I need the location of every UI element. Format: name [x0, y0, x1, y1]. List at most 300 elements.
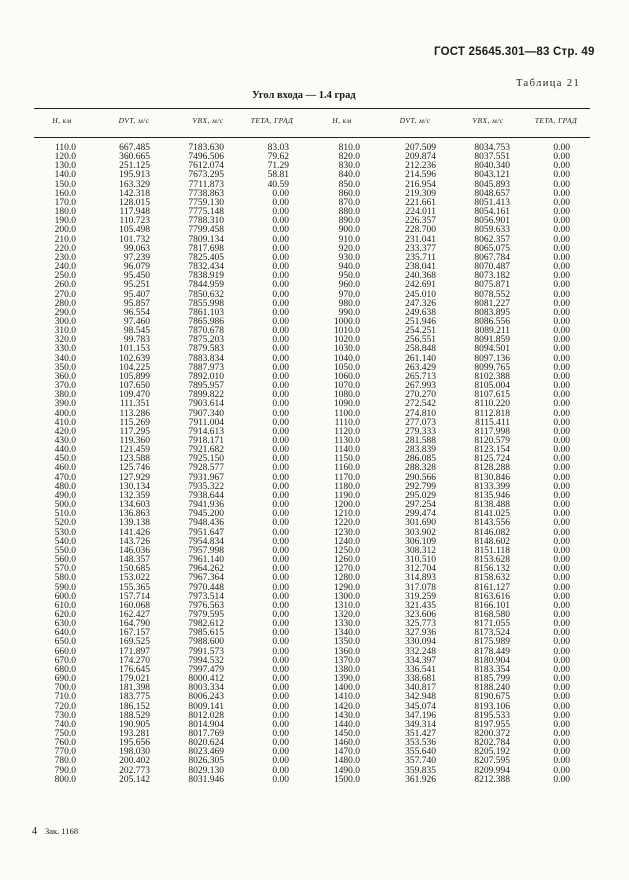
cell-teta: 0.00	[553, 573, 570, 584]
cell-vbx: 8059.633	[474, 225, 510, 236]
cell-h: 930.0	[338, 252, 360, 263]
cell-teta: 0.00	[272, 234, 289, 245]
cell-vbx: 7951.647	[188, 527, 224, 538]
cell-h: 1180.0	[334, 481, 360, 492]
cell-vbx: 8141.025	[474, 509, 510, 520]
cell-teta: 0.00	[272, 500, 289, 511]
cell-teta: 0.00	[553, 454, 570, 465]
cell-vbx: 7809.134	[188, 234, 224, 245]
cell-teta: 0.00	[272, 674, 289, 685]
cell-dvt: 349.314	[405, 719, 436, 730]
cell-dvt: 216.954	[405, 179, 436, 190]
column-h-right	[316, 144, 360, 785]
cell-vbx: 7832.434	[188, 262, 224, 273]
cell-teta: 0.00	[553, 655, 570, 666]
cell-vbx: 7887.973	[188, 362, 224, 373]
cell-h: 510.0	[54, 509, 76, 520]
cell-vbx: 8151.118	[474, 545, 510, 556]
cell-vbx: 8014.904	[188, 719, 224, 730]
cell-teta: 0.00	[553, 545, 570, 556]
order-number: Зак. 1168	[45, 826, 79, 836]
cell-dvt: 139.138	[119, 518, 150, 529]
cell-teta: 0.00	[272, 381, 289, 392]
cell-teta: 0.00	[272, 518, 289, 529]
cell-h: 990.0	[338, 307, 360, 318]
cell-vbx: 8200.372	[474, 729, 510, 739]
cell-h: 280.0	[54, 298, 76, 309]
cell-teta: 0.00	[272, 197, 289, 208]
cell-dvt: 117.295	[119, 426, 150, 437]
cell-vbx: 8099.765	[474, 362, 510, 373]
cell-dvt: 251.125	[119, 161, 150, 172]
cell-h: 1260.0	[333, 555, 360, 566]
cell-dvt: 95.857	[123, 298, 150, 309]
cell-vbx: 7918.171	[188, 436, 224, 446]
cell-vbx: 8178.449	[474, 646, 510, 657]
cell-dvt: 351.427	[405, 729, 436, 739]
cell-dvt: 327.936	[405, 628, 436, 639]
cell-teta: 0.00	[272, 609, 289, 620]
cell-vbx: 8048.657	[474, 188, 510, 199]
cell-dvt: 228.700	[405, 225, 436, 236]
cell-teta: 0.00	[272, 719, 289, 730]
column-dvt-right	[384, 144, 436, 785]
cell-dvt: 290.566	[405, 472, 436, 483]
cell-teta: 0.00	[553, 344, 570, 355]
cell-teta: 0.00	[553, 289, 570, 300]
cell-vbx: 8146.082	[474, 527, 510, 538]
cell-teta: 0.00	[553, 500, 570, 511]
cell-dvt: 281.588	[405, 436, 436, 446]
cell-teta: 0.00	[272, 729, 289, 739]
cell-vbx: 8156.132	[474, 564, 510, 575]
column-vbx-left	[170, 144, 224, 785]
cell-teta: 0.00	[553, 143, 570, 153]
cell-teta: 0.00	[553, 729, 570, 739]
cell-dvt: 219.309	[405, 188, 436, 199]
cell-h: 730.0	[54, 710, 76, 721]
cell-dvt: 301.690	[405, 518, 436, 529]
cell-vbx: 7788.310	[188, 216, 224, 227]
cell-vbx: 7945.200	[188, 509, 224, 520]
cell-teta: 0.00	[272, 701, 289, 712]
cell-teta: 0.00	[553, 335, 570, 346]
cell-h: 840.0	[338, 170, 360, 181]
cell-dvt: 272.542	[405, 399, 436, 410]
cell-dvt: 274.810	[405, 408, 436, 419]
cell-dvt: 251.946	[405, 316, 436, 327]
cell-vbx: 8130.846	[474, 472, 510, 483]
cell-vbx: 7979.595	[188, 609, 224, 620]
cell-h: 800.0	[54, 774, 76, 785]
cell-vbx: 8166.101	[474, 600, 510, 611]
cell-dvt: 355.640	[405, 747, 436, 758]
column-dvt-left	[100, 144, 150, 785]
cell-vbx: 8123.154	[474, 445, 510, 456]
cell-vbx: 7183.630	[188, 143, 224, 153]
cell-vbx: 7883.834	[188, 353, 224, 364]
cell-teta: 0.00	[553, 564, 570, 575]
cell-vbx: 7961.140	[188, 555, 224, 566]
cell-teta: 0.00	[272, 710, 289, 721]
col-head-teta-left: ТЕТА, ГРАД	[250, 116, 294, 125]
cell-teta: 0.00	[553, 307, 570, 318]
cell-dvt: 155.365	[119, 582, 150, 593]
cell-vbx: 7935.322	[188, 481, 224, 492]
cell-vbx: 7825.405	[188, 252, 224, 263]
cell-teta: 0.00	[272, 390, 289, 401]
cell-vbx: 8158.632	[474, 573, 510, 584]
cell-vbx: 7957.998	[188, 545, 224, 556]
cell-dvt: 179.021	[119, 674, 150, 685]
cell-h: 320.0	[54, 335, 76, 346]
cell-teta: 0.00	[272, 316, 289, 327]
cell-vbx: 8037.551	[474, 152, 510, 163]
cell-h: 1370.0	[333, 655, 360, 666]
cell-dvt: 270.270	[405, 390, 436, 401]
cell-vbx: 8020.624	[188, 738, 224, 749]
cell-h: 1490.0	[333, 765, 360, 776]
cell-h: 360.0	[54, 371, 76, 382]
cell-teta: 0.00	[553, 445, 570, 456]
cell-h: 290.0	[54, 307, 76, 318]
cell-dvt: 353.536	[405, 738, 436, 749]
col-head-teta-right: ТЕТА, ГРАД	[534, 116, 578, 125]
cell-teta: 83.03	[267, 143, 289, 153]
cell-h: 860.0	[338, 188, 360, 199]
cell-dvt: 283.839	[405, 445, 436, 456]
cell-h: 1290.0	[333, 582, 360, 593]
cell-vbx: 7879.583	[188, 344, 224, 355]
cell-h: 1050.0	[333, 362, 360, 373]
cell-dvt: 164.790	[119, 619, 150, 630]
cell-vbx: 7967.364	[188, 573, 224, 584]
cell-teta: 0.00	[553, 509, 570, 520]
cell-h: 1440.0	[333, 719, 360, 730]
cell-dvt: 132.359	[119, 490, 150, 501]
cell-teta: 0.00	[553, 683, 570, 694]
cell-h: 1210.0	[333, 509, 360, 520]
cell-vbx: 7895.957	[188, 381, 224, 392]
cell-h: 540.0	[54, 536, 76, 547]
cell-h: 820.0	[338, 152, 360, 163]
cell-vbx: 7861.103	[188, 307, 224, 318]
cell-dvt: 224.011	[405, 207, 436, 218]
cell-teta: 0.00	[553, 536, 570, 547]
cell-vbx: 8135.946	[474, 490, 510, 501]
cell-dvt: 109.470	[119, 390, 150, 401]
cell-h: 1000.0	[333, 316, 360, 327]
table-header-rule	[34, 137, 590, 138]
cell-teta: 0.00	[553, 463, 570, 474]
cell-vbx: 8062.357	[474, 234, 510, 245]
cell-h: 1380.0	[333, 664, 360, 675]
cell-dvt: 97.239	[123, 252, 150, 263]
cell-vbx: 8107.615	[474, 390, 510, 401]
cell-vbx: 8056.901	[474, 216, 510, 227]
cell-dvt: 303.902	[405, 527, 436, 538]
cell-dvt: 306.109	[405, 536, 436, 547]
cell-vbx: 8070.487	[474, 262, 510, 273]
cell-dvt: 357.740	[405, 756, 436, 767]
cell-teta: 0.00	[553, 207, 570, 218]
cell-teta: 0.00	[553, 619, 570, 630]
cell-teta: 0.00	[553, 225, 570, 236]
column-teta-right	[536, 144, 570, 785]
cell-h: 1090.0	[333, 399, 360, 410]
cell-teta: 0.00	[553, 738, 570, 749]
cell-vbx: 7892.010	[188, 371, 224, 382]
cell-vbx: 8207.595	[474, 756, 510, 767]
cell-dvt: 104.225	[119, 362, 150, 373]
cell-dvt: 169.525	[119, 637, 150, 648]
cell-h: 210.0	[54, 234, 76, 245]
cell-teta: 0.00	[272, 280, 289, 291]
cell-dvt: 360.665	[119, 152, 150, 163]
cell-dvt: 263.429	[405, 362, 436, 373]
cell-dvt: 202.773	[119, 765, 150, 776]
cell-vbx: 8110.220	[474, 399, 510, 410]
cell-dvt: 277.073	[405, 417, 436, 428]
cell-dvt: 110.723	[119, 216, 150, 227]
cell-teta: 0.00	[272, 646, 289, 657]
cell-teta: 0.00	[272, 252, 289, 263]
column-vbx-right	[454, 144, 510, 785]
col-head-h-right: H, км	[332, 116, 352, 125]
cell-h: 580.0	[54, 573, 76, 584]
cell-dvt: 136.863	[119, 509, 150, 520]
cell-vbx: 7855.998	[188, 298, 224, 309]
cell-dvt: 226.357	[405, 216, 436, 227]
cell-teta: 0.00	[553, 600, 570, 611]
cell-h: 190.0	[54, 216, 76, 227]
cell-teta: 58.81	[267, 170, 289, 181]
cell-vbx: 8034.753	[474, 143, 510, 153]
cell-h: 850.0	[338, 179, 360, 190]
cell-teta: 0.00	[272, 243, 289, 254]
column-teta-left	[255, 144, 289, 785]
cell-vbx: 7921.682	[188, 445, 224, 456]
cell-dvt: 171.897	[119, 646, 150, 657]
cell-h: 1310.0	[333, 600, 360, 611]
cell-teta: 0.00	[272, 591, 289, 602]
cell-dvt: 209.874	[405, 152, 436, 163]
table-top-rule	[34, 108, 590, 109]
cell-teta: 0.00	[272, 564, 289, 575]
cell-h: 350.0	[54, 362, 76, 373]
cell-dvt: 235.711	[405, 252, 436, 263]
cell-teta: 0.00	[272, 637, 289, 648]
cell-h: 410.0	[54, 417, 76, 428]
cell-teta: 0.00	[272, 692, 289, 703]
cell-teta: 0.00	[272, 774, 289, 785]
cell-vbx: 7838.919	[188, 271, 224, 282]
cell-h: 1030.0	[333, 344, 360, 355]
cell-teta: 0.00	[272, 756, 289, 767]
cell-teta: 0.00	[553, 170, 570, 181]
cell-teta: 0.00	[553, 436, 570, 446]
cell-h: 1270.0	[333, 564, 360, 575]
cell-h: 720.0	[54, 701, 76, 712]
cell-h: 870.0	[338, 197, 360, 208]
cell-h: 470.0	[54, 472, 76, 483]
cell-vbx: 8094.501	[474, 344, 510, 355]
cell-h: 830.0	[338, 161, 360, 172]
cell-dvt: 195.656	[119, 738, 150, 749]
cell-teta: 0.00	[553, 408, 570, 419]
cell-h: 750.0	[54, 729, 76, 739]
cell-vbx: 8012.028	[188, 710, 224, 721]
cell-teta: 0.00	[553, 747, 570, 758]
col-head-h-left: H, км	[52, 116, 72, 125]
cell-teta: 0.00	[553, 298, 570, 309]
cell-h: 460.0	[54, 463, 76, 474]
cell-teta: 0.00	[272, 628, 289, 639]
cell-teta: 0.00	[272, 262, 289, 273]
cell-dvt: 254.251	[405, 326, 436, 337]
cell-dvt: 134.603	[119, 500, 150, 511]
cell-dvt: 359.835	[405, 765, 436, 776]
cell-teta: 0.00	[553, 481, 570, 492]
cell-dvt: 249.638	[405, 307, 436, 318]
cell-teta: 0.00	[272, 326, 289, 337]
cell-vbx: 7991.573	[188, 646, 224, 657]
cell-h: 1450.0	[333, 729, 360, 739]
cell-dvt: 198.030	[119, 747, 150, 758]
cell-vbx: 8148.602	[474, 536, 510, 547]
table-label: Таблица 21	[516, 78, 581, 89]
cell-teta: 0.00	[553, 216, 570, 227]
cell-h: 650.0	[54, 637, 76, 648]
cell-dvt: 107.650	[119, 381, 150, 392]
cell-dvt: 286.085	[405, 454, 436, 465]
cell-dvt: 231.041	[405, 234, 436, 245]
col-head-dvt-right: DVT, м/с	[399, 116, 431, 125]
cell-teta: 0.00	[272, 188, 289, 199]
cell-dvt: 288.328	[405, 463, 436, 474]
cell-teta: 0.00	[272, 472, 289, 483]
cell-teta: 0.00	[272, 216, 289, 227]
cell-h: 120.0	[54, 152, 76, 163]
cell-vbx: 7865.986	[188, 316, 224, 327]
cell-h: 1340.0	[333, 628, 360, 639]
cell-vbx: 8117.998	[474, 426, 510, 437]
cell-vbx: 8183.354	[474, 664, 510, 675]
cell-h: 480.0	[54, 481, 76, 492]
cell-vbx: 7844.959	[188, 280, 224, 291]
cell-vbx: 8054.161	[474, 207, 510, 218]
cell-dvt: 212.236	[405, 161, 436, 172]
cell-teta: 0.00	[272, 271, 289, 282]
cell-dvt: 163.329	[119, 179, 150, 190]
cell-dvt: 188.529	[119, 710, 150, 721]
cell-dvt: 113.286	[119, 408, 150, 419]
cell-vbx: 7711.873	[188, 179, 224, 190]
cell-vbx: 8171.055	[474, 619, 510, 630]
cell-h: 970.0	[338, 289, 360, 300]
cell-teta: 0.00	[553, 353, 570, 364]
cell-h: 1220.0	[333, 518, 360, 529]
cell-h: 1390.0	[333, 674, 360, 685]
cell-vbx: 8138.488	[474, 500, 510, 511]
cell-vbx: 7907.340	[188, 408, 224, 419]
col-head-vbx-right: VBX, м/с	[472, 116, 504, 125]
cell-dvt: 297.254	[405, 500, 436, 511]
cell-h: 1170.0	[334, 472, 360, 483]
cell-teta: 0.00	[272, 344, 289, 355]
cell-h: 980.0	[338, 298, 360, 309]
cell-h: 1280.0	[333, 573, 360, 584]
cell-h: 900.0	[338, 225, 360, 236]
cell-vbx: 7982.612	[188, 619, 224, 630]
cell-vbx: 7914.613	[188, 426, 224, 437]
cell-vbx: 8125.724	[474, 454, 510, 465]
cell-teta: 0.00	[272, 289, 289, 300]
cell-h: 530.0	[54, 527, 76, 538]
cell-teta: 0.00	[272, 582, 289, 593]
cell-h: 610.0	[54, 600, 76, 611]
cell-dvt: 267.993	[405, 381, 436, 392]
cell-vbx: 7954.834	[188, 536, 224, 547]
cell-dvt: 338.681	[405, 674, 436, 685]
cell-dvt: 148.357	[119, 555, 150, 566]
cell-h: 640.0	[54, 628, 76, 639]
cell-h: 1080.0	[333, 390, 360, 401]
cell-vbx: 7976.563	[188, 600, 224, 611]
cell-vbx: 7775.148	[188, 207, 224, 218]
cell-dvt: 183.775	[119, 692, 150, 703]
cell-teta: 0.00	[553, 326, 570, 337]
cell-teta: 0.00	[553, 664, 570, 675]
cell-teta: 0.00	[272, 399, 289, 410]
cell-h: 1010.0	[333, 326, 360, 337]
cell-dvt: 115.269	[119, 417, 150, 428]
cell-dvt: 174.270	[119, 655, 150, 666]
cell-h: 260.0	[54, 280, 76, 291]
cell-teta: 0.00	[553, 381, 570, 392]
cell-dvt: 99.783	[123, 335, 150, 346]
cell-vbx: 7988.600	[188, 637, 224, 648]
cell-dvt: 295.029	[405, 490, 436, 501]
cell-dvt: 141.426	[119, 527, 150, 538]
cell-teta: 0.00	[553, 591, 570, 602]
cell-h: 890.0	[338, 216, 360, 227]
cell-teta: 0.00	[553, 609, 570, 620]
cell-teta: 0.00	[553, 518, 570, 529]
cell-dvt: 167.157	[119, 628, 150, 639]
cell-dvt: 279.333	[405, 426, 436, 437]
cell-vbx: 8051.413	[474, 197, 510, 208]
cell-teta: 0.00	[553, 692, 570, 703]
cell-vbx: 8185.799	[474, 674, 510, 685]
cell-vbx: 8115.411	[475, 417, 510, 428]
cell-vbx: 8173.524	[474, 628, 510, 639]
cell-vbx: 8197.955	[474, 719, 510, 730]
cell-vbx: 8102.388	[474, 371, 510, 382]
cell-dvt: 340.817	[405, 683, 436, 694]
cell-vbx: 8091.859	[474, 335, 510, 346]
cell-vbx: 8212.388	[474, 774, 510, 785]
cell-vbx: 8083.895	[474, 307, 510, 318]
cell-teta: 0.00	[272, 207, 289, 218]
cell-vbx: 8067.784	[474, 252, 510, 263]
cell-h: 790.0	[54, 765, 76, 776]
cell-teta: 0.00	[272, 765, 289, 776]
cell-dvt: 105.899	[119, 371, 150, 382]
cell-h: 300.0	[54, 316, 76, 327]
cell-teta: 79.62	[267, 152, 289, 163]
cell-vbx: 8128.288	[474, 463, 510, 474]
